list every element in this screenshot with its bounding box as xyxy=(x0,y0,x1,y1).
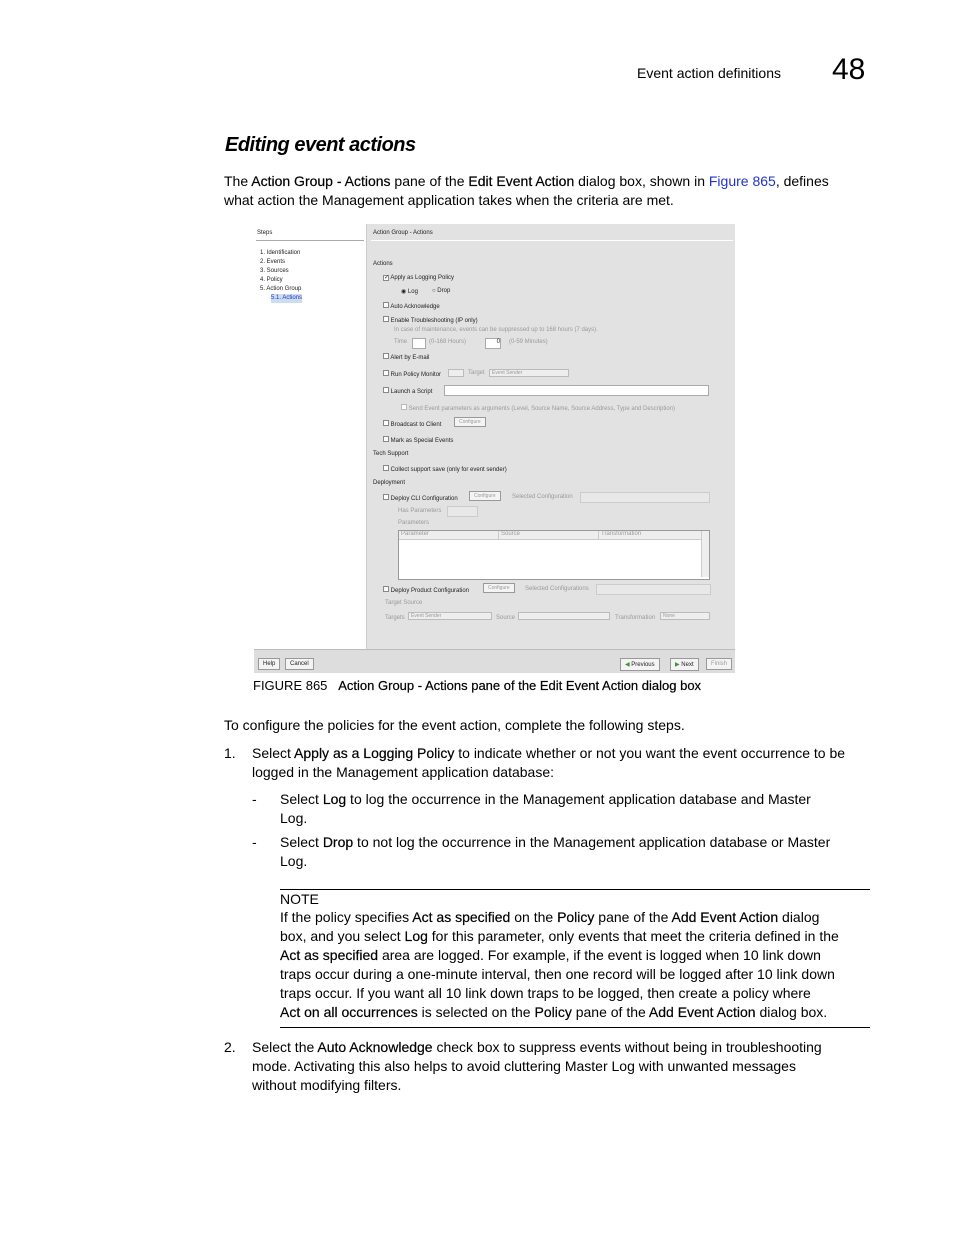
note-title: NOTE xyxy=(280,891,319,907)
pane-title: Action Group - Actions xyxy=(373,230,433,236)
selected-configs-label: Selected Configurations xyxy=(525,586,589,592)
mark-special-row[interactable]: Mark as Special Events xyxy=(383,436,453,444)
collect-support-checkbox[interactable] xyxy=(383,465,389,471)
step-item[interactable]: 2. Events xyxy=(260,259,286,265)
figure-link[interactable]: Figure 865 xyxy=(708,173,776,189)
tech-support-label: Tech Support xyxy=(373,451,409,457)
source-label: Source xyxy=(496,615,516,621)
send-params-row[interactable]: Send Event parameters as arguments (Level, Source Name, Source Address, Type and Description) xyxy=(401,404,675,412)
has-params-field[interactable] xyxy=(447,506,478,517)
actions-pane xyxy=(366,224,735,649)
targets-select[interactable]: Event Sender xyxy=(408,612,492,620)
note-box xyxy=(280,889,870,1028)
deploy-cli-checkbox[interactable] xyxy=(383,494,389,500)
parameters-table[interactable] xyxy=(398,530,710,580)
finish-button[interactable]: Finish xyxy=(706,658,732,670)
alert-email-checkbox[interactable] xyxy=(383,353,389,359)
deployment-label: Deployment xyxy=(373,480,406,486)
transformation-label: Transformation xyxy=(615,615,656,621)
steps-heading: Steps xyxy=(257,230,273,236)
arrow-right-icon: ▶ xyxy=(675,662,680,668)
drop-radio[interactable]: ○ xyxy=(432,288,436,294)
source-select[interactable] xyxy=(518,612,610,620)
arrow-left-icon: ◀ xyxy=(625,662,630,668)
log-radio[interactable]: ◉ xyxy=(401,289,407,295)
step2-text: Select the Auto Acknowledge check box to suppress events without being in troubleshooting mode. Activating this also helps to avoid cluttering Master Log with unwanted messages without modifying filters. xyxy=(252,1039,822,1093)
bullet2-text: Select Drop to not log the occurrence in the Management application database or Master Log. xyxy=(280,834,831,869)
transformation-select[interactable]: None xyxy=(660,612,710,620)
actions-label: Actions xyxy=(373,261,393,267)
apply-logging-checkbox[interactable]: ✓ xyxy=(384,275,390,281)
col-parameter[interactable]: Parameter xyxy=(399,531,499,540)
running-header-title: Event action definitions xyxy=(637,65,781,81)
broadcast-row[interactable]: Broadcast to Client xyxy=(383,420,441,428)
step-item[interactable]: 1. Identification xyxy=(260,250,301,256)
selected-config-label: Selected Configuration xyxy=(512,494,573,500)
edit-event-action-dialog xyxy=(254,224,735,673)
drop-radio-row[interactable]: ○ Drop xyxy=(432,288,451,294)
broadcast-checkbox[interactable] xyxy=(383,420,389,426)
col-transformation[interactable]: Transformation xyxy=(599,531,701,540)
target-source-label: Target Source xyxy=(385,600,423,606)
bullet1-text: Select Log to log the occurrence in the Management application database and Master Log. xyxy=(280,791,811,826)
dialog-button-bar xyxy=(254,649,735,673)
minutes-hint: (0-59 Minutes) xyxy=(509,339,548,345)
lead-paragraph: To configure the policies for the event action, complete the following steps. xyxy=(224,717,685,733)
bullet2-dash: - xyxy=(252,834,257,850)
launch-script-checkbox[interactable] xyxy=(383,387,389,393)
help-button[interactable]: Help xyxy=(258,658,280,670)
previous-button[interactable]: ◀ Previous xyxy=(620,658,660,671)
step-item[interactable]: 4. Policy xyxy=(260,277,283,283)
selected-configs-field[interactable] xyxy=(596,584,711,595)
deploy-cli-row[interactable]: Deploy CLI Configuration xyxy=(383,494,458,502)
hours-input[interactable] xyxy=(412,338,426,349)
broadcast-configure-button[interactable]: Configure xyxy=(454,417,486,427)
alert-email-row[interactable]: Alert by E-mail xyxy=(383,353,429,361)
send-params-checkbox[interactable] xyxy=(401,404,407,410)
section-title: Editing event actions xyxy=(225,134,416,156)
parameters-label: Parameters xyxy=(398,520,430,526)
col-source[interactable]: Source xyxy=(499,531,599,540)
product-configure-button[interactable]: Configure xyxy=(483,583,515,593)
run-policy-checkbox[interactable] xyxy=(383,370,389,376)
bullet1-dash: - xyxy=(252,791,257,807)
step2-number: 2. xyxy=(224,1039,236,1055)
target-select[interactable]: Event Sender xyxy=(489,369,569,377)
ts-note: In case of maintenance, events can be suppressed up to 168 hours (7 days). xyxy=(394,327,598,333)
auto-ack-row[interactable]: Auto Acknowledge xyxy=(383,302,440,310)
figure-caption: FIGURE 865 Action Group - Actions pane of the Edit Event Action dialog box xyxy=(253,678,702,693)
cli-configure-button[interactable]: Configure xyxy=(469,491,501,501)
run-policy-row[interactable]: Run Policy Monitor xyxy=(383,370,441,378)
collect-support-row[interactable]: Collect support save (only for event sender) xyxy=(383,465,507,473)
apply-logging-row: ✓ Apply as Logging Policy xyxy=(384,275,455,281)
policy-monitor-select[interactable] xyxy=(448,369,464,377)
minutes-input[interactable]: 0 xyxy=(485,338,501,349)
hours-hint: (0-168 Hours) xyxy=(429,339,467,345)
chapter-number: 48 xyxy=(832,53,866,86)
enable-ts-row[interactable]: Enable Troubleshooting (IP only) xyxy=(383,316,478,324)
selected-config-field[interactable] xyxy=(580,492,710,503)
target-label: Target xyxy=(468,370,485,376)
auto-ack-checkbox[interactable] xyxy=(383,302,389,308)
log-radio-row[interactable]: ◉ Log xyxy=(401,289,418,295)
steps-panel xyxy=(254,224,366,649)
deploy-product-checkbox[interactable] xyxy=(383,586,389,592)
deploy-product-row[interactable]: Deploy Product Configuration xyxy=(383,586,469,594)
has-params-label: Has Parameters xyxy=(398,508,442,514)
step-item-active[interactable]: 5.1. Actions xyxy=(271,295,303,301)
launch-script-row[interactable]: Launch a Script xyxy=(383,387,432,395)
enable-ts-checkbox[interactable] xyxy=(383,316,389,322)
cancel-button[interactable]: Cancel xyxy=(285,658,314,670)
note-text: If the policy specifies Act as specified on the Policy pane of the Add Event Action dialog box, and you select Log for this parameter, only events that meet the criteria defined in the Act as specified area are logged. For example, if the event is logged when 10 link down traps occur during a one-minute interval, then one record will be logged after 10 link down traps occur. If you want all 10 link down traps to be logged, then create a policy where Act on all occurrences is selected on the Policy pane of the Add Event Action dialog box. xyxy=(280,909,839,1020)
table-scrollbar[interactable] xyxy=(701,531,709,577)
step1-text: Select Apply as a Logging Policy to indicate whether or not you want the event occurrence to be logged in the Management application database: xyxy=(252,745,846,780)
step1-number: 1. xyxy=(224,745,236,761)
targets-label: Targets xyxy=(385,615,405,621)
intro-paragraph: The Action Group - Actions pane of the Edit Event Action dialog box, shown in Figure 865, defines what action the Management application takes when the criteria are met. xyxy=(224,173,829,208)
mark-special-checkbox[interactable] xyxy=(383,436,389,442)
step-item[interactable]: 5. Action Group xyxy=(260,286,302,292)
next-button[interactable]: ▶ Next xyxy=(670,658,699,671)
script-input[interactable] xyxy=(444,385,709,396)
time-label: Time xyxy=(394,339,408,345)
step-item[interactable]: 3. Sources xyxy=(260,268,289,274)
